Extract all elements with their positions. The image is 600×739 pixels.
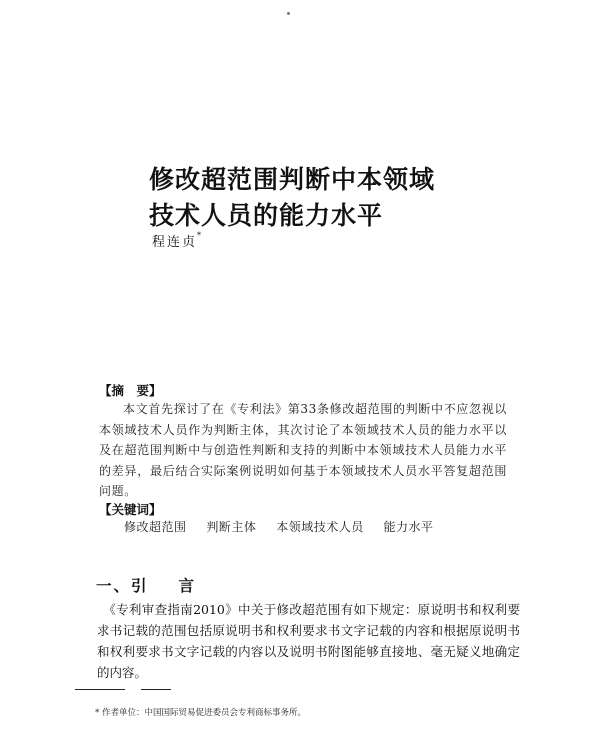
footnote: * 作者单位：中国国际贸易促进委员会专利商标事务所。 xyxy=(95,708,306,718)
keyword: 本领域技术人员 xyxy=(276,520,364,534)
section-heading-word: 言 xyxy=(178,577,197,595)
section-heading-number: 一、引 xyxy=(96,577,149,595)
keywords-label: 【关键词】 xyxy=(99,502,162,517)
footnote-rule-short xyxy=(141,689,171,690)
title-line-1: 修改超范围判断中本领域 xyxy=(149,165,436,194)
author xyxy=(152,231,203,250)
page-mark xyxy=(287,12,290,15)
author-footnote-mark: * xyxy=(197,231,204,240)
keyword: 修改超范围 xyxy=(124,520,187,534)
keyword: 能力水平 xyxy=(383,520,434,534)
abstract-label: 【摘 要】 xyxy=(99,383,162,398)
title-line-2: 技术人员的能力水平 xyxy=(149,201,384,230)
body-paragraph: 《专利审查指南2010》中关于修改超范围有如下规定：原说明书和权利要求书记载的范围包括原说明书和权利要求书文字记载的内容和根据原说明书和权利要求书文字记载的内容以及说明书附图能够直接地、毫无疑义地确定的内容。 xyxy=(97,602,520,680)
abstract-text: 本文首先探讨了在《专利法》第33条修改超范围的判断中不应忽视以本领域技术人员作为判断主体，其次讨论了本领域技术人员的能力水平以及在超范围判断中与创造性判断和支持的判断中本领域技术人员能力水平的差异，最后结合实际案例说明如何基于本领域技术人员水平答复超范围问题。 xyxy=(99,402,507,498)
footnote-rule xyxy=(75,689,125,690)
keyword: 判断主体 xyxy=(206,520,257,534)
keywords-list xyxy=(124,518,450,535)
author-name: 程连贞 xyxy=(152,235,198,250)
section-heading xyxy=(96,574,196,596)
